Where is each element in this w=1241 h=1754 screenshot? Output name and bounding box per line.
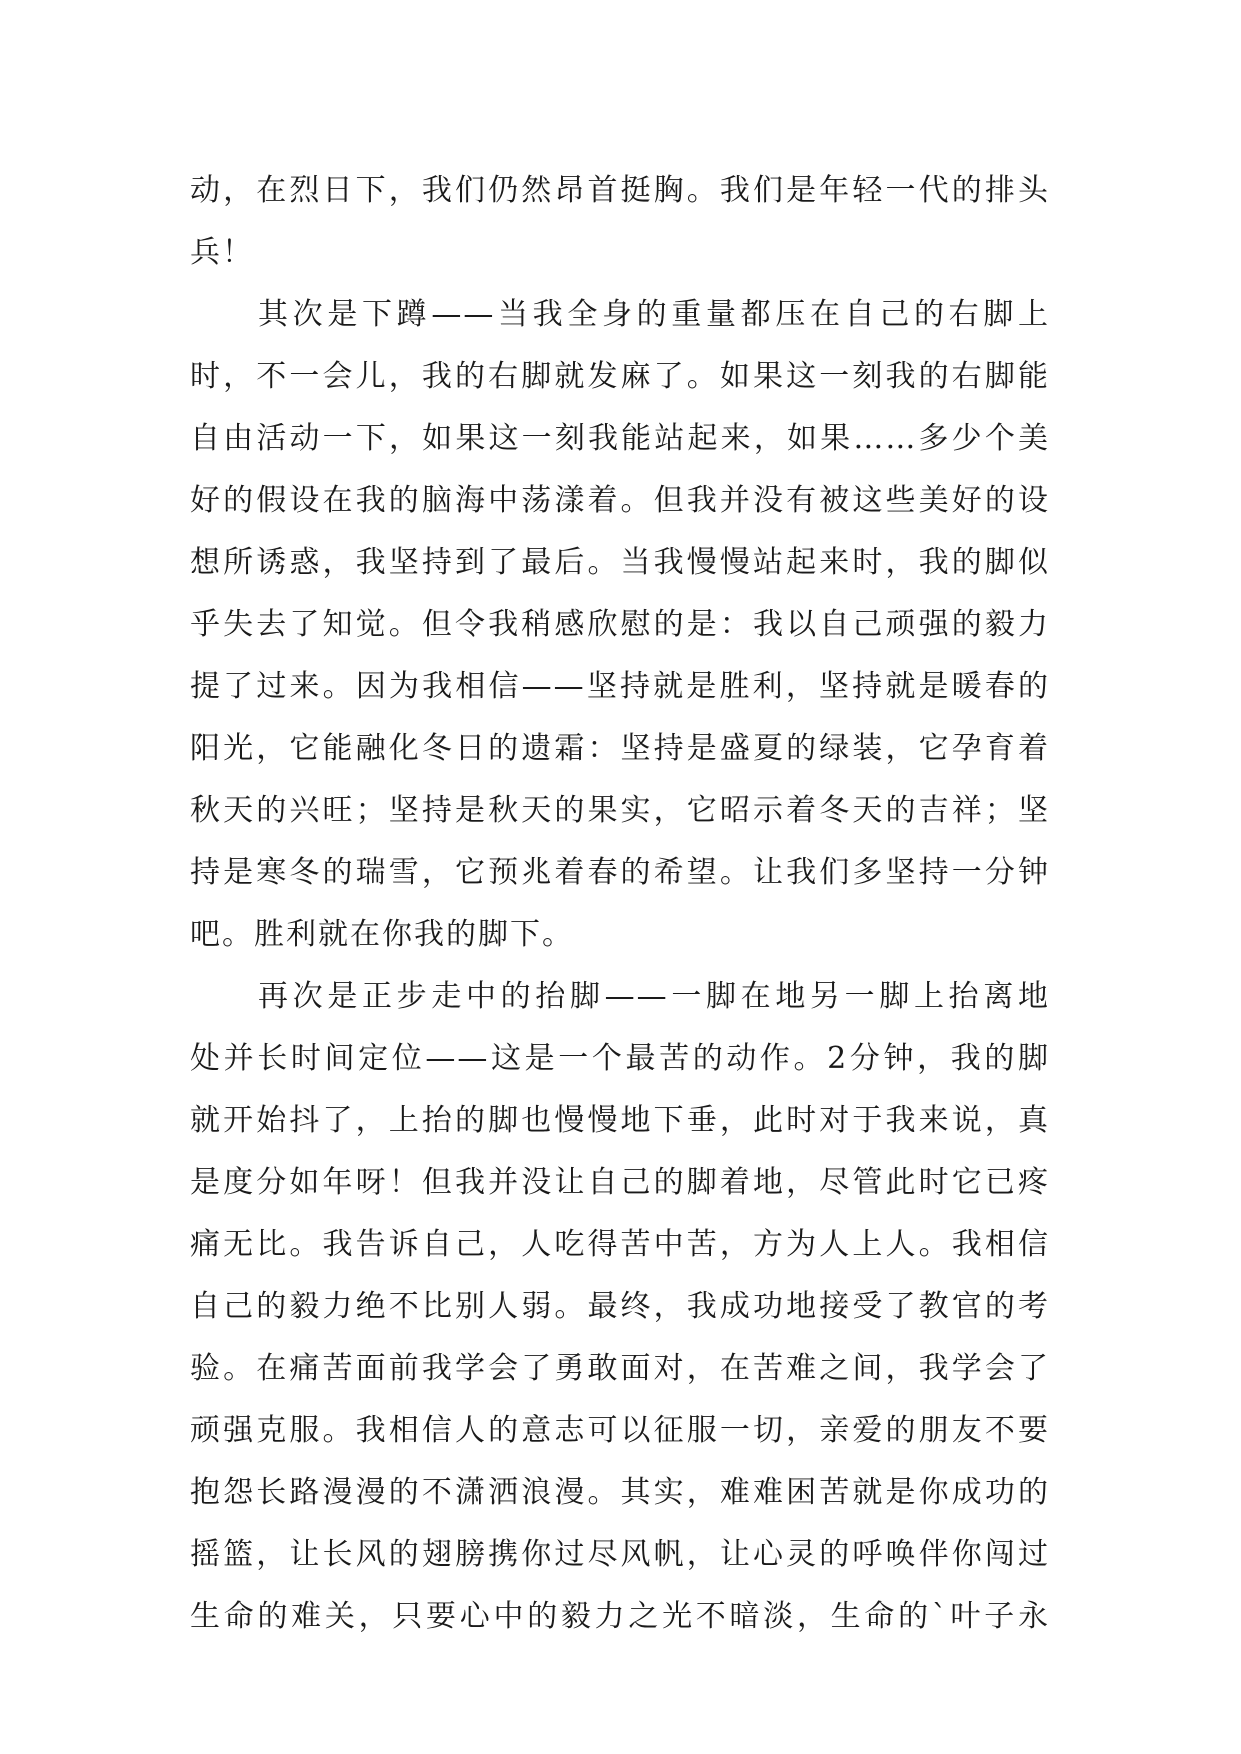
text-line: 是度分如年呀！但我并没让自己的脚着地，尽管此时它已疼 [190,1165,1050,1200]
text-line: 持是寒冬的瑞雪，它预兆着春的希望。让我们多坚持一分钟 [190,855,1050,890]
text-line: 抱怨长路漫漫的不潇洒浪漫。其实，难难困苦就是你成功的 [190,1475,1050,1510]
text-line: 兵！ [190,235,254,270]
paragraph-start-line: 其次是下蹲——当我全身的重量都压在自己的右脚上 [258,297,1050,332]
body-text [190,160,1050,1648]
text-line: 顽强克服。我相信人的意志可以征服一切，亲爱的朋友不要 [190,1413,1050,1448]
text-line: 验。在痛苦面前我学会了勇敢面对，在苦难之间，我学会了 [190,1351,1050,1386]
text-line: 就开始抖了，上抬的脚也慢慢地下垂，此时对于我来说，真 [190,1103,1050,1138]
text-line: 自己的毅力绝不比别人弱。最终，我成功地接受了教官的考 [190,1289,1050,1324]
text-line: 摇篮，让长风的翅膀携你过尽风帆，让心灵的呼唤伴你闯过 [190,1537,1050,1572]
text-line: 想所诱惑，我坚持到了最后。当我慢慢站起来时，我的脚似 [190,545,1050,580]
text-line: 生命的难关，只要心中的毅力之光不暗淡，生命的`叶子永 [190,1599,1050,1634]
text-line: 提了过来。因为我相信——坚持就是胜利，坚持就是暖春的 [190,669,1050,704]
text-line: 好的假设在我的脑海中荡漾着。但我并没有被这些美好的设 [190,483,1050,518]
text-line: 自由活动一下，如果这一刻我能站起来，如果……多少个美 [190,421,1050,456]
text-line: 痛无比。我告诉自己，人吃得苦中苦，方为人上人。我相信 [190,1227,1050,1262]
text-line: 时，不一会儿，我的右脚就发麻了。如果这一刻我的右脚能 [190,359,1050,394]
text-line: 乎失去了知觉。但令我稍感欣慰的是：我以自己顽强的毅力 [190,607,1050,642]
paragraph-start-line: 再次是正步走中的抬脚——一脚在地另一脚上抬离地 [258,979,1050,1014]
text-line: 动，在烈日下，我们仍然昂首挺胸。我们是年轻一代的排头 [190,173,1050,208]
text-line: 阳光，它能融化冬日的遗霜：坚持是盛夏的绿装，它孕育着 [190,731,1050,766]
text-line: 处并长时间定位——这是一个最苦的动作。2分钟，我的脚 [190,1041,1050,1076]
text-line: 秋天的兴旺；坚持是秋天的果实，它昭示着冬天的吉祥；坚 [190,793,1050,828]
text-line: 吧。胜利就在你我的脚下。 [190,917,574,952]
